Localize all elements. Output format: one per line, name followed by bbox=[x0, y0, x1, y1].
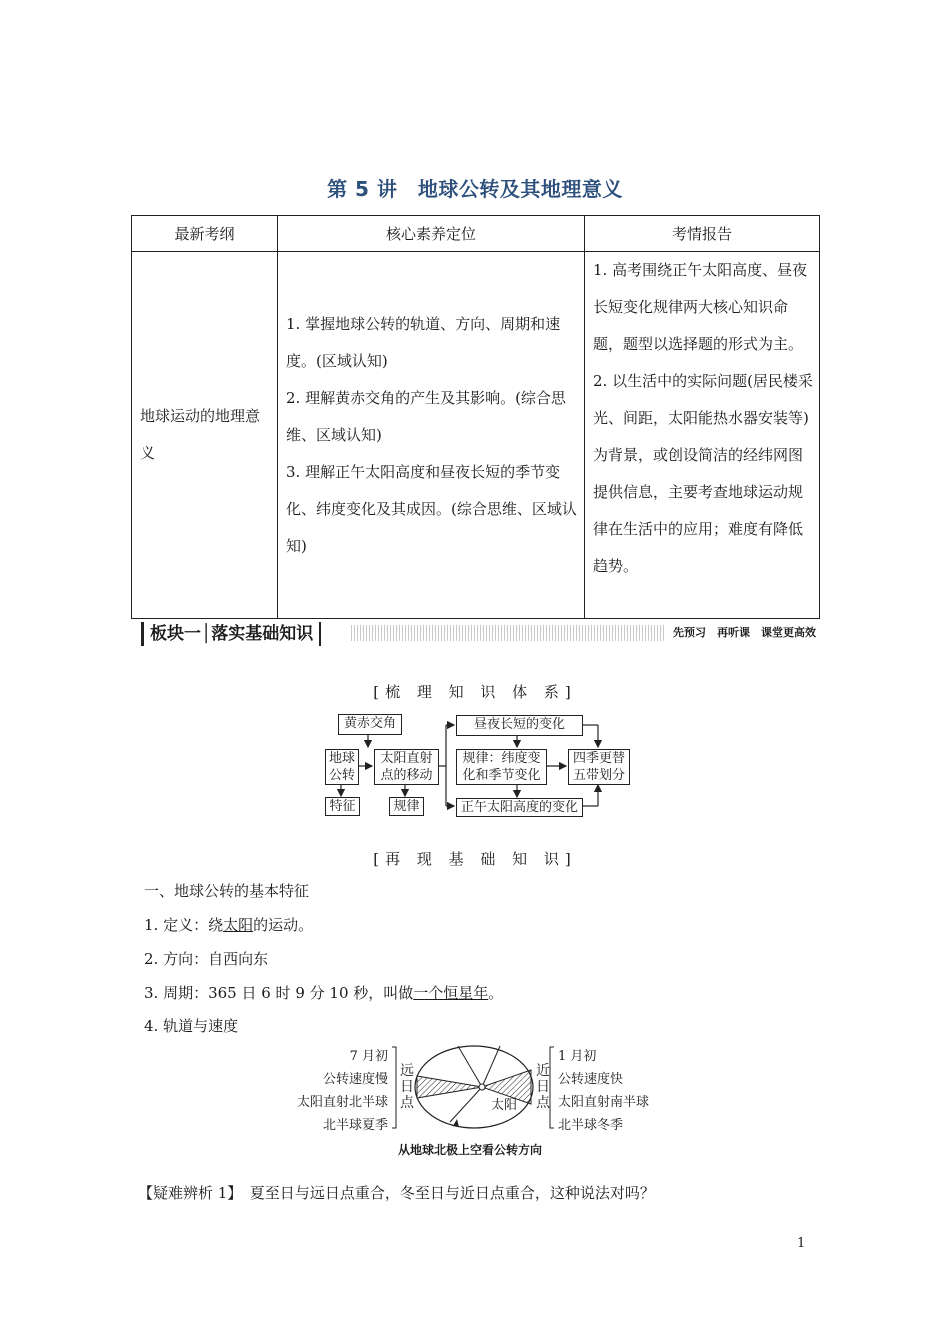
aphelion-direct-point: 太阳直射北半球 bbox=[296, 1095, 388, 1110]
question-text: 【疑难辨析 1】 夏至日与远日点重合，冬至日与近日点重合，这种说法对吗？ bbox=[138, 1184, 655, 1202]
definition-prefix: 1. 定义：绕 bbox=[144, 916, 224, 934]
aphelion-season: 北半球夏季 bbox=[322, 1118, 388, 1133]
orbit-caption: 从地球北极上空看公转方向 bbox=[398, 1143, 543, 1157]
definition-key: 太阳 bbox=[223, 916, 254, 934]
banner-slogan: 先预习 再听课 课堂更高效 bbox=[665, 625, 820, 641]
aphelion-label: 远日点 bbox=[400, 1063, 414, 1111]
perihelion-label: 近日点 bbox=[536, 1063, 550, 1111]
flow-box-seasons-zones: 四季更替五带划分 bbox=[568, 749, 630, 785]
competency-line: 1. 掌握地球公转的轨道、方向、周期和速度。(区域认知) bbox=[286, 314, 561, 370]
orbit-line: 4. 轨道与速度 bbox=[144, 1017, 239, 1035]
exam-report-line: 2. 以生活中的实际问题(居民楼采光、间距，太阳能热水器安装等)为背景，或创设简洁的经纬网图提供信息，主要考查地球运动规律在生活中的应用；难度有降低趋势。 bbox=[593, 372, 813, 575]
aphelion-speed: 公转速度慢 bbox=[322, 1072, 388, 1087]
heading-revolution-features: 一、地球公转的基本特征 bbox=[144, 882, 310, 900]
perihelion-season: 北半球冬季 bbox=[558, 1118, 624, 1133]
section-heading-basic-knowledge: [再 现 基 础 知 识] bbox=[373, 850, 577, 868]
competency-line: 3. 理解正午太阳高度和昼夜长短的季节变化、纬度变化及其成因。(综合思维、区域认知) bbox=[286, 462, 577, 555]
definition-suffix: 的运动。 bbox=[253, 916, 314, 934]
competency-line: 2. 理解黄赤交角的产生及其影响。(综合思维、区域认知) bbox=[286, 388, 566, 444]
flow-box-obliquity: 黄赤交角 bbox=[338, 714, 402, 735]
flow-box-features: 特征 bbox=[325, 797, 360, 816]
perihelion-direct-point: 太阳直射南半球 bbox=[558, 1095, 650, 1110]
aphelion-month: 7 月初 bbox=[349, 1049, 388, 1064]
flow-box-law: 规律 bbox=[389, 797, 424, 816]
flow-box-earth-revolution: 地球公转 bbox=[325, 749, 359, 785]
table-header-syllabus: 最新考纲 bbox=[132, 216, 278, 252]
section-heading-knowledge-system: [梳 理 知 识 体 系] bbox=[373, 683, 577, 701]
period-suffix: 。 bbox=[488, 984, 504, 1002]
syllabus-text: 地球运动的地理意义 bbox=[140, 407, 261, 462]
flow-box-direct-point-movement: 太阳直射点的移动 bbox=[374, 749, 439, 785]
table-header-competency: 核心素养定位 bbox=[278, 216, 585, 252]
period-prefix: 3. 周期：365 日 6 时 9 分 10 秒，叫做 bbox=[144, 984, 414, 1002]
page-title: 第 5 讲 地球公转及其地理意义 bbox=[327, 177, 623, 201]
exam-report-line: 1. 高考围绕正午太阳高度、昼夜长短变化规律两大核心知识命题，题型以选择题的形式为主。 bbox=[593, 261, 808, 353]
direction-line: 2. 方向：自西向东 bbox=[144, 950, 269, 968]
flow-box-day-night-length: 昼夜长短的变化 bbox=[456, 715, 583, 736]
banner-label: 板块一│落实基础知识 bbox=[141, 622, 321, 646]
flow-box-pattern: 规律：纬度变化和季节变化 bbox=[456, 749, 547, 785]
table-header-exam-report: 考情报告 bbox=[585, 216, 820, 252]
flow-box-noon-sun-height: 正午太阳高度的变化 bbox=[456, 798, 583, 817]
perihelion-month: 1 月初 bbox=[558, 1049, 597, 1064]
page-number: 1 bbox=[797, 1236, 806, 1251]
period-key: 一个恒星年 bbox=[413, 984, 489, 1002]
sun-label: 太阳 bbox=[491, 1098, 518, 1113]
perihelion-speed: 公转速度快 bbox=[558, 1072, 624, 1087]
